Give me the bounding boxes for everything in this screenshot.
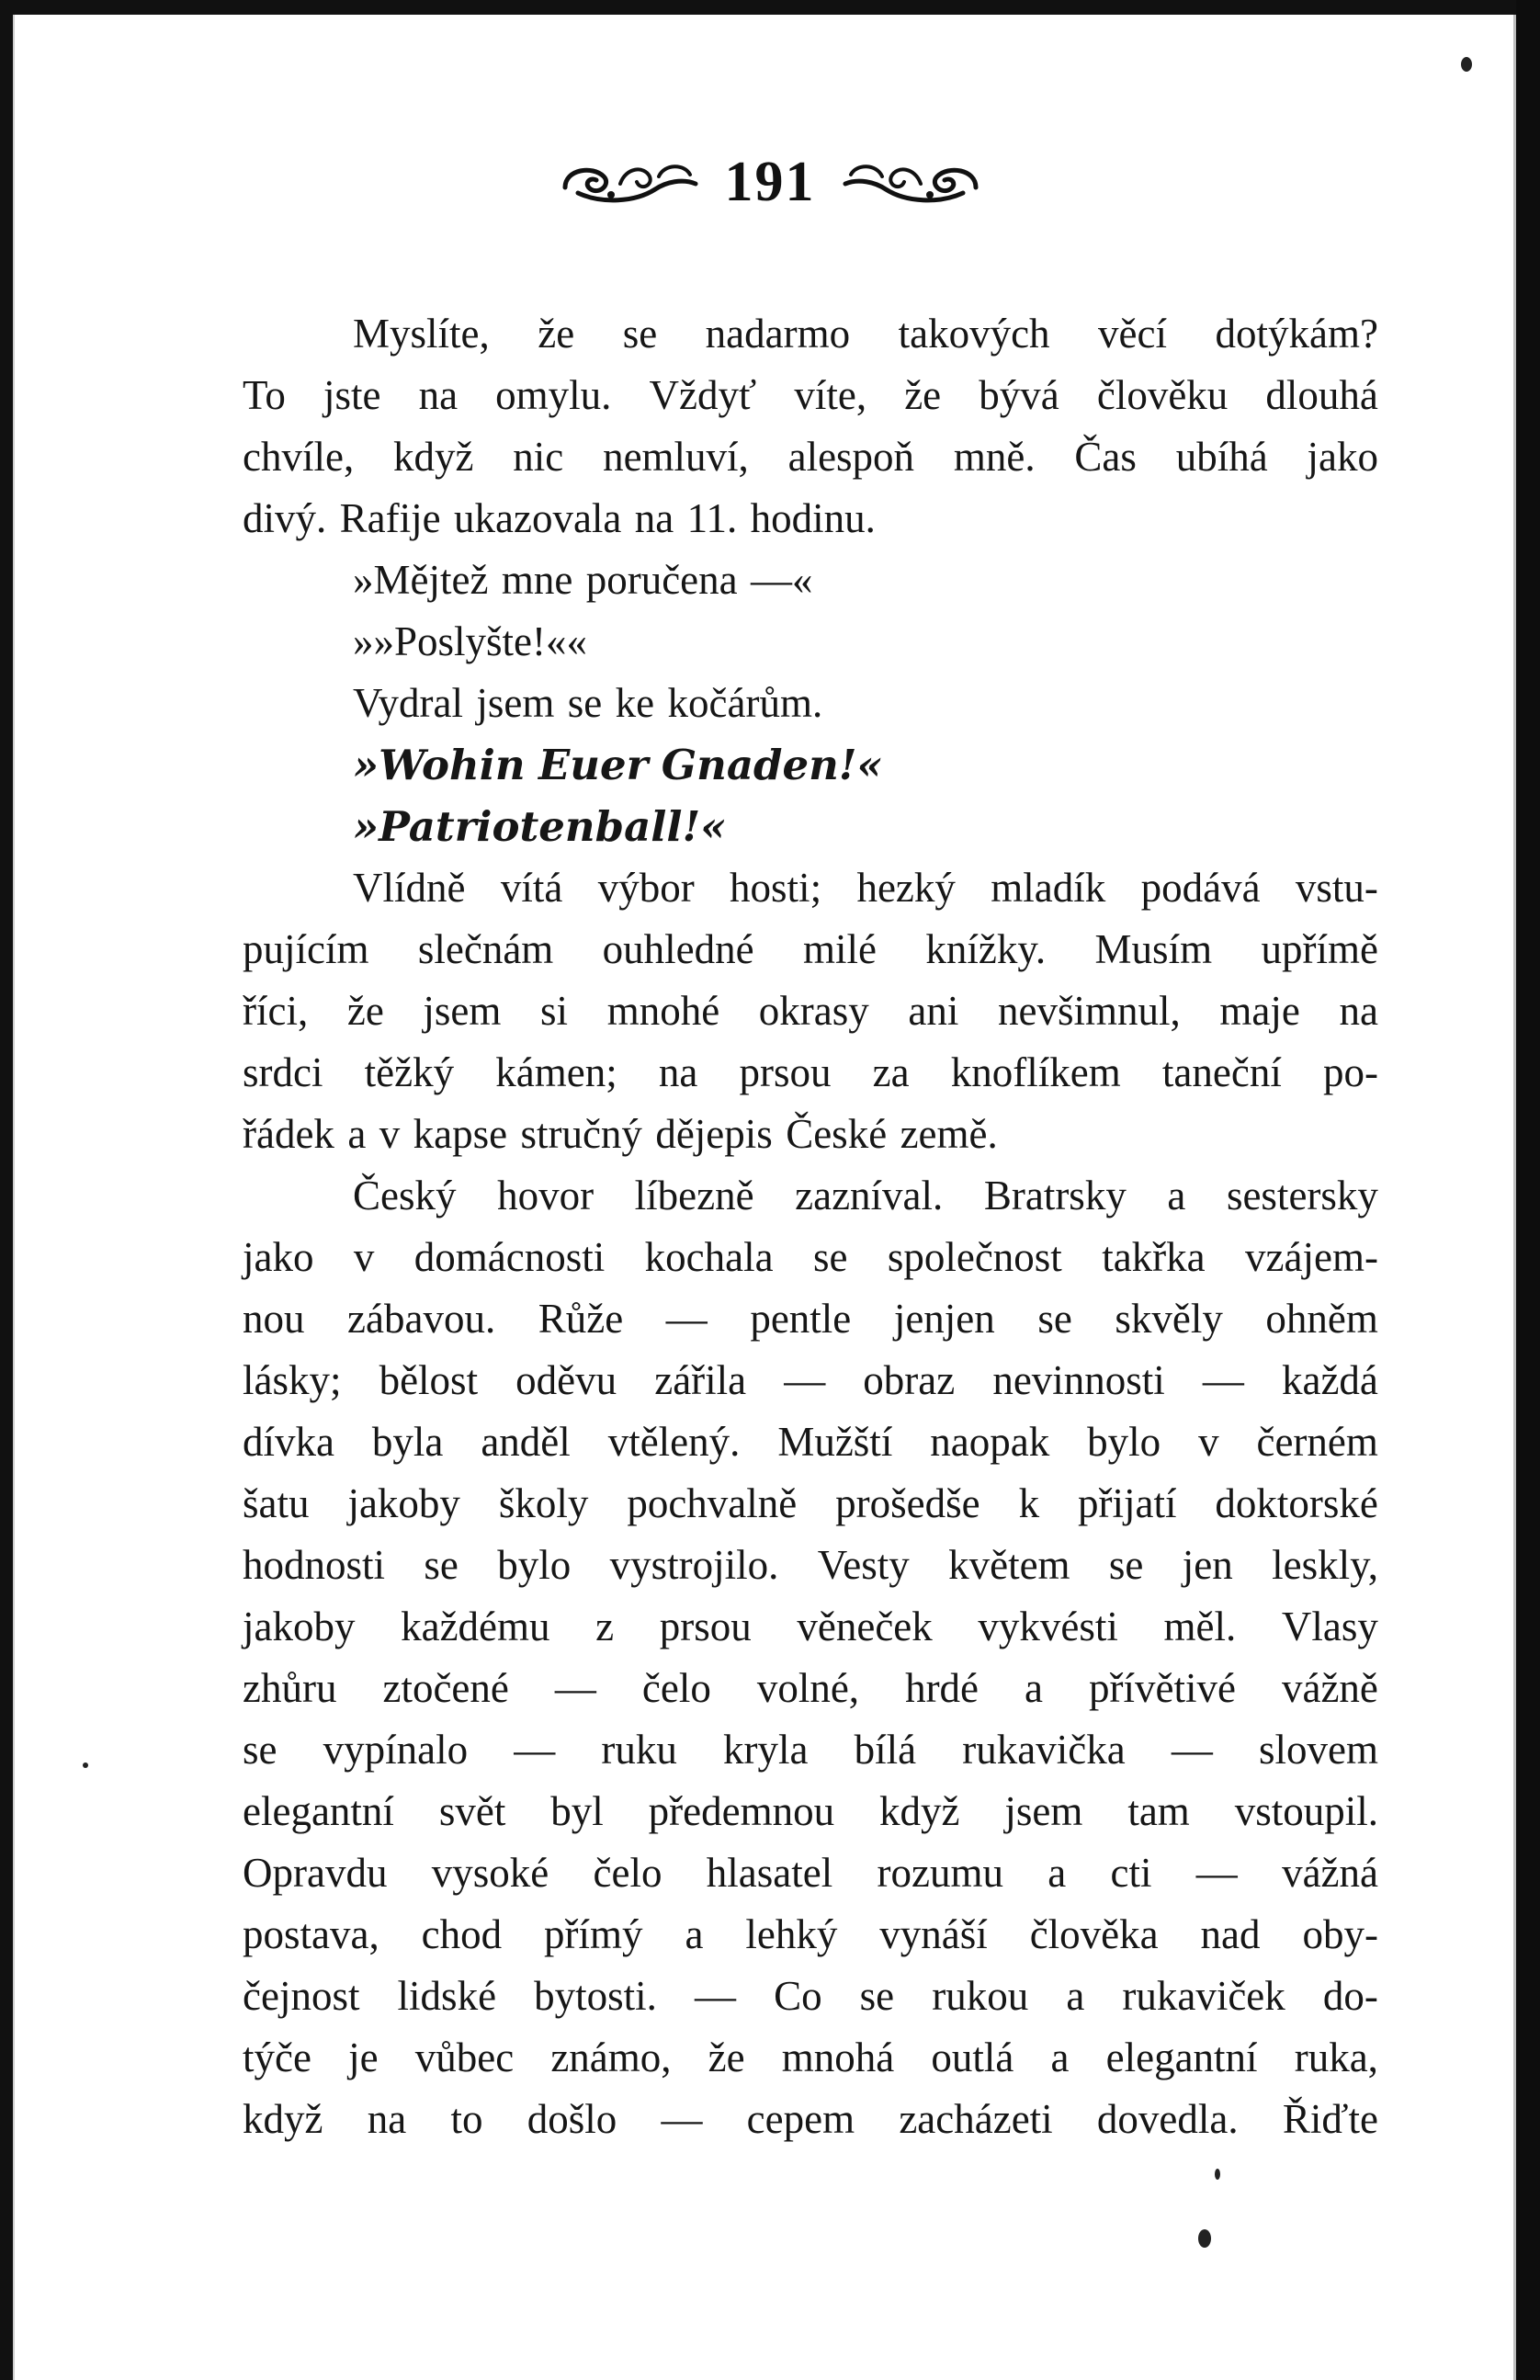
text-line xyxy=(243,796,1378,857)
word: — xyxy=(1202,1357,1244,1403)
word: — xyxy=(784,1357,826,1403)
text-line xyxy=(243,1411,1378,1473)
word: leskly, xyxy=(1272,1542,1378,1588)
word: v xyxy=(1198,1419,1219,1465)
word: obraz xyxy=(863,1357,956,1403)
word: když xyxy=(393,434,474,480)
word: vážná xyxy=(1282,1850,1378,1896)
word: bílá xyxy=(854,1727,917,1773)
word: na xyxy=(658,1049,698,1095)
word: dívka xyxy=(243,1419,334,1465)
word: prsou xyxy=(739,1049,832,1095)
word: nic xyxy=(513,434,564,480)
word: nevšimnul, xyxy=(998,988,1181,1034)
word: ani xyxy=(908,988,959,1034)
word: se xyxy=(243,1727,277,1773)
scan-frame-left xyxy=(0,0,13,2380)
word: ohněm xyxy=(1265,1296,1378,1342)
word: se xyxy=(1037,1296,1072,1342)
word: cepem xyxy=(746,2096,855,2142)
text-line xyxy=(243,1535,1378,1596)
word: mně. xyxy=(953,434,1036,480)
word: že xyxy=(538,311,575,357)
word: jakoby xyxy=(243,1604,356,1649)
word: Český xyxy=(353,1173,457,1218)
word: svět xyxy=(438,1788,506,1834)
word: zacházeti xyxy=(899,2096,1053,2142)
word: chvíle, xyxy=(243,434,355,480)
word: vstoupil. xyxy=(1234,1788,1378,1834)
word: naopak xyxy=(930,1419,1050,1465)
word: outlá xyxy=(931,2034,1014,2080)
word: maje xyxy=(1219,988,1300,1034)
word: školy xyxy=(498,1480,589,1526)
word: se xyxy=(1108,1542,1144,1588)
word: pentle xyxy=(750,1296,852,1342)
word: volné, xyxy=(756,1665,860,1711)
word: byla xyxy=(371,1419,444,1465)
word: když xyxy=(243,2096,323,2142)
word: upřímě xyxy=(1261,926,1378,972)
word: Vlasy xyxy=(1281,1604,1378,1649)
word: v xyxy=(379,1111,401,1157)
text-line xyxy=(243,673,1378,734)
word: vůbec xyxy=(414,2034,515,2080)
word: lidské xyxy=(397,1973,497,2019)
word: a xyxy=(347,1111,367,1157)
word: Musím xyxy=(1094,926,1213,972)
word: vykvésti xyxy=(978,1604,1118,1649)
word: zábavou. xyxy=(347,1296,496,1342)
text-line xyxy=(243,550,1378,611)
word: rukou xyxy=(932,1973,1029,2019)
word: přívětivé xyxy=(1089,1665,1236,1711)
word: chod xyxy=(421,1911,503,1957)
word: taneční xyxy=(1161,1049,1282,1095)
word: pujícím xyxy=(243,926,369,972)
word: hlasatel xyxy=(706,1850,833,1896)
word: rukaviček xyxy=(1122,1973,1285,2019)
word: poručena xyxy=(585,557,738,603)
word: milé xyxy=(803,926,877,972)
word: takových xyxy=(898,311,1050,357)
text-line xyxy=(243,303,1378,365)
word: z xyxy=(595,1604,615,1649)
word: nou xyxy=(243,1296,305,1342)
word: okrasy xyxy=(758,988,869,1034)
word: skvěly xyxy=(1115,1296,1223,1342)
word: říci, xyxy=(243,988,309,1034)
word: a xyxy=(1047,1850,1067,1896)
scan-frame-right xyxy=(1516,0,1540,2380)
word: čelo xyxy=(593,1850,662,1896)
word: vážně xyxy=(1281,1665,1378,1711)
word: víte, xyxy=(794,372,867,418)
word: květem xyxy=(948,1542,1070,1588)
word: knoflíkem xyxy=(950,1049,1121,1095)
word: ke xyxy=(615,680,655,726)
word: se xyxy=(567,680,603,726)
word: do- xyxy=(1322,1973,1378,2019)
text-line xyxy=(243,1966,1378,2027)
word: rozumu xyxy=(877,1850,1003,1896)
word: a xyxy=(1066,1973,1085,2019)
word: vystrojilo. xyxy=(609,1542,779,1588)
word: výbor xyxy=(597,865,695,911)
text-line xyxy=(243,2089,1378,2150)
word: doktorské xyxy=(1215,1480,1378,1526)
word: — xyxy=(661,2096,703,2142)
word: měl. xyxy=(1163,1604,1237,1649)
word: prsou xyxy=(659,1604,752,1649)
word: kámen; xyxy=(495,1049,617,1095)
word: »Patriotenball!« xyxy=(353,802,727,851)
word: a xyxy=(1050,2034,1070,2080)
scan-frame-top xyxy=(0,0,1540,15)
word: —« xyxy=(751,557,813,603)
word: vypínalo xyxy=(323,1727,469,1773)
word: lehký xyxy=(745,1911,838,1957)
word: Řiďte xyxy=(1282,2096,1378,2142)
word: k xyxy=(1018,1480,1040,1526)
word: mnohá xyxy=(781,2034,895,2080)
text-line xyxy=(243,1781,1378,1842)
ink-speck xyxy=(1461,57,1472,72)
word: když xyxy=(879,1788,960,1834)
word: ruka, xyxy=(1294,2034,1378,2080)
ornament-scroll-left-icon xyxy=(556,156,703,208)
text-line xyxy=(243,919,1378,980)
word: po- xyxy=(1322,1049,1378,1095)
word: si xyxy=(540,988,569,1034)
text-line xyxy=(243,426,1378,488)
word: omylu. xyxy=(495,372,612,418)
word: nad xyxy=(1200,1911,1261,1957)
word: byl xyxy=(550,1788,604,1834)
word: jakoby xyxy=(347,1480,460,1526)
word: České xyxy=(786,1111,888,1157)
word: bylo xyxy=(1087,1419,1161,1465)
word: — xyxy=(1195,1850,1238,1896)
text-line xyxy=(243,1042,1378,1104)
word: společnost xyxy=(887,1234,1062,1280)
word: — xyxy=(514,1727,556,1773)
ink-speck xyxy=(1215,2169,1220,2180)
word: jsem xyxy=(1004,1788,1083,1834)
word: »Mějtež xyxy=(353,557,489,603)
word: každému xyxy=(401,1604,550,1649)
text-line xyxy=(243,734,1378,796)
word: dotýkám? xyxy=(1215,311,1378,357)
word: se xyxy=(622,311,658,357)
word: těžký xyxy=(364,1049,455,1095)
word: prošedše xyxy=(835,1480,980,1526)
word: ztočené xyxy=(382,1665,509,1711)
word: ouhledné xyxy=(602,926,754,972)
word: přijatí xyxy=(1078,1480,1177,1526)
word: nadarmo xyxy=(705,311,851,357)
word: to xyxy=(450,2096,483,2142)
word: Co xyxy=(774,1973,822,2019)
word: Vesty xyxy=(817,1542,910,1588)
word: Vždyť xyxy=(649,372,757,418)
text-line xyxy=(243,365,1378,426)
word: bývá xyxy=(979,372,1059,418)
word: — xyxy=(554,1665,596,1711)
word: Gnaden!« xyxy=(661,741,883,789)
word: že xyxy=(708,2034,745,2080)
scan-edge-right xyxy=(1513,15,1516,2380)
word: Myslíte, xyxy=(353,311,490,357)
word: hodinu. xyxy=(750,495,876,541)
word: že xyxy=(904,372,942,418)
word: podává xyxy=(1140,865,1261,911)
word: Vydral xyxy=(353,680,463,726)
word: známo, xyxy=(550,2034,672,2080)
word: stručný xyxy=(520,1111,642,1157)
word: za xyxy=(872,1049,910,1095)
word: 11. xyxy=(686,495,738,541)
word: dějepis xyxy=(655,1111,773,1157)
text-line xyxy=(243,1473,1378,1535)
word: zazníval. xyxy=(795,1173,944,1218)
word: bytosti. xyxy=(534,1973,657,2019)
word: hovor xyxy=(497,1173,594,1218)
word: jako xyxy=(243,1234,314,1280)
word: ukazovala xyxy=(454,495,622,541)
word: mne xyxy=(501,557,573,603)
word: předemnou xyxy=(648,1788,835,1834)
word: přímý xyxy=(544,1911,643,1957)
word: kapse xyxy=(413,1111,508,1157)
word: slečnám xyxy=(417,926,554,972)
word: bělost xyxy=(379,1357,479,1403)
ornament-scroll-right-icon xyxy=(838,156,985,208)
word: vysoké xyxy=(431,1850,549,1896)
text-line xyxy=(243,1596,1378,1658)
word: člověku xyxy=(1096,372,1229,418)
word: na xyxy=(1339,988,1378,1034)
word: hodnosti xyxy=(243,1542,386,1588)
word: »»Poslyšte!«« xyxy=(353,618,588,664)
word: dlouhá xyxy=(1265,372,1378,418)
word: jsem xyxy=(423,988,502,1034)
word: a xyxy=(1167,1173,1186,1218)
text-line xyxy=(243,1904,1378,1966)
page-header xyxy=(0,145,1540,219)
word: hrdé xyxy=(905,1665,979,1711)
word: čelo xyxy=(641,1665,711,1711)
word: elegantní xyxy=(1105,2034,1258,2080)
text-line xyxy=(243,2027,1378,2089)
word: černém xyxy=(1256,1419,1378,1465)
word: Bratrsky xyxy=(983,1173,1127,1218)
word: oděvu xyxy=(515,1357,617,1403)
word: šatu xyxy=(243,1480,310,1526)
word: v xyxy=(353,1234,375,1280)
word: hosti; xyxy=(730,865,822,911)
ink-speck xyxy=(1198,2229,1211,2248)
word: se xyxy=(812,1234,848,1280)
word: na xyxy=(634,495,674,541)
word: — xyxy=(1171,1727,1213,1773)
word: cti xyxy=(1110,1850,1152,1896)
word: slovem xyxy=(1258,1727,1378,1773)
text-line xyxy=(243,488,1378,550)
word: kočárům. xyxy=(667,680,823,726)
scan-edge-left xyxy=(13,15,15,2380)
word: se xyxy=(424,1542,459,1588)
text-line xyxy=(243,611,1378,673)
word: vzájem- xyxy=(1245,1234,1378,1280)
word: tam xyxy=(1127,1788,1190,1834)
word: a xyxy=(685,1911,704,1957)
word: anděl xyxy=(481,1419,571,1465)
word: každá xyxy=(1281,1357,1378,1403)
word: postava, xyxy=(243,1911,379,1957)
word: divý. xyxy=(243,495,327,541)
text-line xyxy=(243,1719,1378,1781)
word: se xyxy=(859,1973,895,2019)
word: Euer xyxy=(538,741,649,789)
word: čejnost xyxy=(243,1973,360,2019)
word: domácnosti xyxy=(413,1234,606,1280)
word: na xyxy=(418,372,459,418)
word: »Wohin xyxy=(353,741,526,789)
text-line xyxy=(243,1104,1378,1165)
word: nemluví, xyxy=(603,434,749,480)
word: mladík xyxy=(991,865,1106,911)
word: pochvalně xyxy=(627,1480,798,1526)
word: jste xyxy=(323,372,381,418)
text-line xyxy=(243,1350,1378,1411)
word: mnohé xyxy=(606,988,720,1034)
text-line xyxy=(243,1658,1378,1719)
word: ruku xyxy=(601,1727,677,1773)
word: kryla xyxy=(723,1727,809,1773)
text-line xyxy=(243,980,1378,1042)
word: došlo xyxy=(527,2096,617,2142)
word: vstu- xyxy=(1295,865,1378,911)
word: Opravdu xyxy=(243,1850,388,1896)
word: líbezně xyxy=(634,1173,754,1218)
word: vynáší xyxy=(879,1911,988,1957)
word: Vlídně xyxy=(353,865,466,911)
word: srdci xyxy=(243,1049,323,1095)
word: země. xyxy=(900,1111,998,1157)
word: knížky. xyxy=(925,926,1047,972)
word: sestersky xyxy=(1226,1173,1378,1218)
ink-speck xyxy=(83,1762,88,1768)
page-text xyxy=(243,303,1378,2150)
word: Mužští xyxy=(777,1419,893,1465)
text-line xyxy=(243,1842,1378,1904)
page-number: 191 xyxy=(724,150,816,213)
word: jako xyxy=(1307,434,1378,480)
word: rukavička xyxy=(962,1727,1126,1773)
word: kochala xyxy=(644,1234,774,1280)
text-line xyxy=(243,1227,1378,1288)
word: že xyxy=(346,988,384,1034)
word: elegantní xyxy=(243,1788,394,1834)
word: týče xyxy=(243,2034,311,2080)
word: Čas xyxy=(1074,434,1137,480)
text-line xyxy=(243,1165,1378,1227)
word: oby- xyxy=(1302,1911,1378,1957)
text-line xyxy=(243,857,1378,919)
word: jen xyxy=(1182,1542,1233,1588)
word: zářila xyxy=(654,1357,747,1403)
word: na xyxy=(367,2096,407,2142)
word: řádek xyxy=(243,1111,334,1157)
word: bylo xyxy=(497,1542,572,1588)
word: vítá xyxy=(500,865,563,911)
word: věcí xyxy=(1098,311,1167,357)
word: takřka xyxy=(1102,1234,1206,1280)
word: Růže xyxy=(538,1296,624,1342)
word: jenjen xyxy=(893,1296,995,1342)
word: Rafije xyxy=(339,495,441,541)
word: a xyxy=(1025,1665,1044,1711)
word: nevinnosti xyxy=(992,1357,1165,1403)
word: To xyxy=(243,372,286,418)
word: alespoň xyxy=(787,434,915,480)
text-line xyxy=(243,1288,1378,1350)
word: vtělený. xyxy=(607,1419,741,1465)
word: je xyxy=(348,2034,379,2080)
word: lásky; xyxy=(243,1357,342,1403)
word: dovedla. xyxy=(1096,2096,1239,2142)
word: člověka xyxy=(1029,1911,1159,1957)
word: ubíhá xyxy=(1175,434,1268,480)
word: jsem xyxy=(476,680,555,726)
word: hezký xyxy=(856,865,956,911)
word: — xyxy=(665,1296,708,1342)
word: věneček xyxy=(797,1604,933,1649)
word: zhůru xyxy=(243,1665,337,1711)
word: — xyxy=(694,1973,736,2019)
